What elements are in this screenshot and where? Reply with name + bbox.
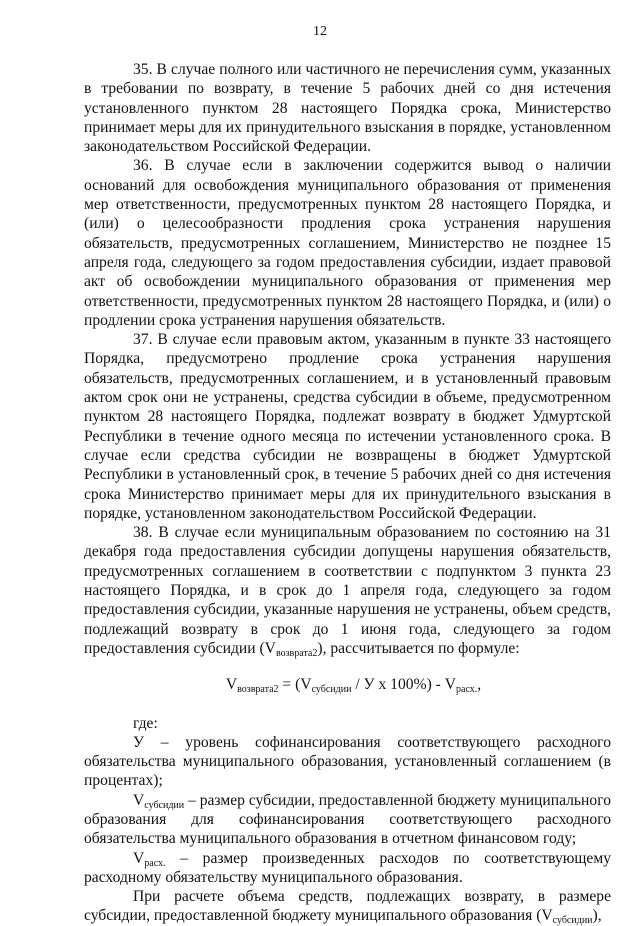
paragraph-final-subscript: субсидии	[552, 915, 593, 926]
definition-v-subsidy-symbol: V	[133, 791, 145, 809]
formula-expense-subscript: расх.	[456, 684, 478, 696]
formula-equals-part: = (V	[278, 676, 312, 694]
paragraph-35: 35. В случае полного или частичного не перечисления сумм, указанных в требовании по возврату, в течение 5 рабочих дней со дня истечения установленного пунктом 28 настоящего Порядка срока, Министерство принимает меры для их принудительного взыскания в порядке, установленном законодательством Российской Федерации.	[84, 61, 611, 156]
paragraph-final-text: При расчете объема средств, подлежащих возврату, в размере субсидии, предоставленной бюджету муниципального образования (V	[84, 888, 611, 925]
paragraph-37: 37. В случае если правовым актом, указанным в пункте 33 настоящего Порядка, предусмотрено продление срока устранения нарушения обязательств, предусмотренных соглашением, и в установленный правовым актом срок они не устранены, средства субсидии в объеме, предусмотренном пунктом 28 настоящего Порядка, подлежат возврату в бюджет Удмуртской Республики в течение одного месяца по истечении установленного срока. В случае если средства субсидии не возвращены в бюджет Удмуртской Республики в установленный срок, в течение 5 рабочих дней со дня истечения срока Министерство принимает меры для их принудительного взыскания в порядке, установленном законодательством Российской Федерации.	[84, 331, 611, 522]
definition-v-subsidy-subscript: субсидии	[144, 799, 185, 811]
formula-lhs-symbol: V	[225, 676, 238, 694]
formula-end: ,	[477, 676, 482, 694]
paragraph-38-subscript: возврата2	[275, 647, 318, 659]
definition-v-expense-symbol: V	[133, 849, 145, 867]
formula-middle: / У х 100%) - V	[351, 676, 457, 694]
formula-subsidy-subscript: субсидии	[311, 684, 352, 696]
definition-v-subsidy-text: – размер субсидии, предоставленной бюджету муниципального образования для софинансирования соответствующего расходного обязательства муниципального образования в отчетном финансовом году;	[84, 791, 611, 848]
paragraph-38-text: 38. В случае если муниципальным образованием по состоянию на 31 декабря года предоставления субсидии допущены нарушения обязательств, предусмотренных соглашением в соответствии с подпунктом 3 пункта 23 настоящего Порядка, и в срок до 1 апреля года, следующего за годом предоставления субсидии, указанные нарушения не устранены, объем средств, подлежащий возврату в срок до 1 июня года, следующего за годом предоставления субсидии (V	[84, 524, 611, 657]
document-body	[84, 60, 611, 926]
definition-v-expense-text: – размер произведенных расходов по соответствующему расходному обязательству муниципального образования.	[84, 849, 611, 886]
paragraph-final	[84, 887, 611, 926]
definition-v-subsidy	[84, 791, 611, 849]
paragraph-38	[84, 523, 611, 658]
paragraph-36: 36. В случае если в заключении содержится вывод о наличии оснований для освобождения муниципального образования от применения мер ответственности, предусмотренных пунктом 28 настоящего Порядка, и (или) о целесообразности продления срока устранения нарушения обязательств, предусмотренных соглашением, Министерство не позднее 15 апреля года, следующего за годом предоставления субсидии, издает правовой акт об освобождении муниципального образования от применения мер ответственности, предусмотренных пунктом 28 настоящего Порядка, и (или) о продлении срока устранения нарушения обязательств.	[84, 157, 611, 329]
formula	[96, 675, 611, 694]
paragraph-final-tail: ),	[592, 907, 602, 925]
formula-lhs-subscript: возврата2	[237, 684, 279, 696]
paragraph-38-tail: ), рассчитывается по формуле:	[317, 639, 520, 657]
page-number: 12	[313, 24, 327, 39]
where-label: где:	[133, 714, 158, 732]
definition-v-expense-subscript: расх.	[144, 857, 166, 869]
definition-v-expense	[84, 849, 611, 888]
definition-y: У – уровень софинансирования соответствующего расходного обязательства муниципального образования, установленный соглашением (в процентах);	[84, 733, 611, 790]
